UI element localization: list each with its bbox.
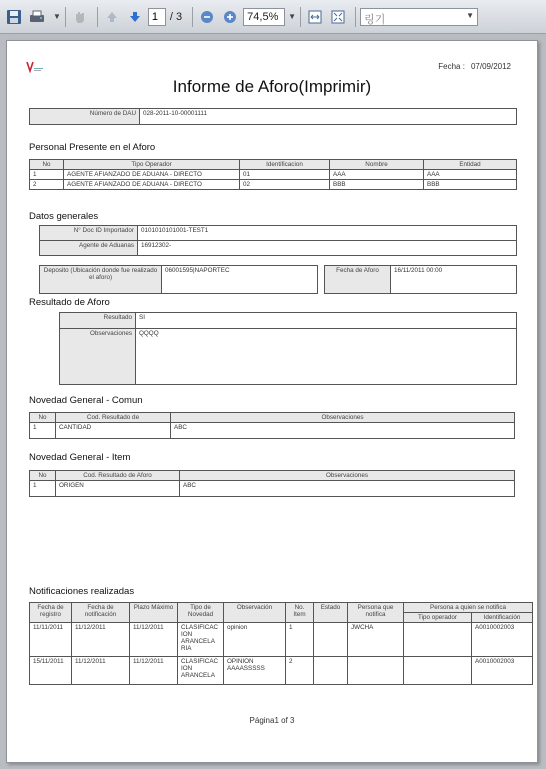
page-number-input[interactable]	[148, 8, 166, 26]
col-nombre: Nombre	[330, 160, 424, 170]
resultado-value: SI	[136, 313, 517, 329]
table-row	[30, 180, 517, 190]
table-row	[30, 481, 515, 497]
cell: 1	[30, 170, 64, 180]
cell	[348, 657, 404, 685]
agente-label: Agente de Aduanas	[40, 241, 138, 256]
col-estado: Estado	[314, 603, 348, 623]
cell: OPINION AAAASSSSS	[224, 657, 286, 685]
col-fecha-notificacion: Fecha de notificación	[72, 603, 130, 623]
chevron-down-icon[interactable]: ▼	[288, 12, 297, 21]
cell: ABC	[180, 481, 515, 497]
doc-id-label: N° Doc ID Importador	[40, 226, 138, 241]
cell: 11/12/2011	[130, 657, 178, 685]
doc-id-value: 0101010101001-TEST1	[138, 226, 517, 241]
fecha-aforo-label: Fecha de Aforo	[325, 266, 391, 294]
cell: A0010002003	[472, 657, 533, 685]
col-persona-notifica: Persona que notifica	[348, 603, 404, 623]
toolbar-divider	[97, 7, 98, 27]
col-observaciones: Observaciones	[171, 413, 515, 423]
deposito-label: Deposito (Ubicación donde fue realizado el aforo)	[40, 266, 162, 294]
col-observaciones: Observaciones	[180, 471, 515, 481]
table-row	[30, 657, 533, 685]
novedad-comun-table	[29, 412, 515, 439]
novedad-comun-heading: Novedad General - Comun	[29, 395, 143, 406]
chevron-down-icon[interactable]: ▼	[53, 12, 61, 21]
document-page	[6, 40, 538, 763]
cell: 1	[30, 481, 56, 497]
dau-table	[29, 108, 517, 125]
col-no-item: No. Item	[286, 603, 314, 623]
dau-value: 028-2011-10-00001111	[140, 109, 517, 125]
table-row	[30, 423, 515, 439]
cell: ABC	[171, 423, 515, 439]
col-persona-notificada: Persona a quien se notifica	[404, 603, 533, 613]
page-footer: Página1 of 3	[249, 716, 295, 725]
cell: AGENTE AFIANZADO DE ADUANA - DIRECTO	[64, 170, 240, 180]
report-date-value: 07/09/2012	[470, 62, 511, 71]
toolbar-divider	[192, 7, 193, 27]
observaciones-value: QQQQ	[136, 329, 517, 385]
cell: 2	[286, 657, 314, 685]
cell: AAA	[424, 170, 517, 180]
cell	[314, 657, 348, 685]
cell: BBB	[330, 180, 424, 190]
report-date-label: Fecha :	[438, 62, 465, 71]
col-cod-resultado: Cod. Resultado de	[56, 413, 171, 423]
resultado-table	[59, 312, 517, 385]
cell: 02	[240, 180, 330, 190]
cell: 11/11/2011	[30, 623, 72, 657]
cell: CLASIFICAC ION ARANCELA RIA	[178, 623, 224, 657]
datos-heading: Datos generales	[29, 211, 99, 222]
cell: AGENTE AFIANZADO DE ADUANA - DIRECTO	[64, 180, 240, 190]
hand-tool-icon[interactable]	[70, 7, 90, 27]
toolbar-divider	[300, 7, 301, 27]
col-no: No	[30, 160, 64, 170]
novedad-item-table	[29, 470, 515, 497]
col-cod-resultado: Cod. Resultado de Aforo	[56, 471, 180, 481]
cell: 01	[240, 170, 330, 180]
toolbar-divider	[355, 7, 356, 27]
previous-page-icon[interactable]	[102, 7, 122, 27]
zoom-level-field[interactable]: 74,5%	[243, 8, 285, 26]
col-plazo-maximo: Plazo Máximo	[130, 603, 178, 623]
cell: 15/11/2011	[30, 657, 72, 685]
notificaciones-table	[29, 602, 533, 685]
zoom-out-icon[interactable]	[197, 7, 217, 27]
col-observacion: Observación	[224, 603, 286, 623]
toolbar-divider	[65, 7, 66, 27]
col-fecha-registro: Fecha de registro	[30, 603, 72, 623]
resultado-label: Resultado	[60, 313, 136, 329]
col-tipo-operador: Tipo Operador	[64, 160, 240, 170]
cell: CLASIFICAC ION ARANCELA	[178, 657, 224, 685]
next-page-icon[interactable]	[125, 7, 145, 27]
datos-table-1	[39, 225, 517, 256]
cell: opinion	[224, 623, 286, 657]
observaciones-label: Observaciones	[60, 329, 136, 385]
cell: AAA	[330, 170, 424, 180]
col-identificacion: Identificación	[472, 613, 533, 623]
col-tipo-operador: Tipo operador	[404, 613, 472, 623]
cell: 11/12/2011	[72, 623, 130, 657]
institution-logo	[26, 61, 44, 73]
cell	[404, 657, 472, 685]
datos-table-2	[39, 265, 517, 294]
cell: 2	[30, 180, 64, 190]
cell	[314, 623, 348, 657]
cell: A0010002003	[472, 623, 533, 657]
deposito-value: 06001595|NAPORTEC	[162, 266, 318, 294]
report-title: Informe de Aforo(Imprimir)	[172, 77, 372, 96]
fit-page-icon[interactable]	[328, 7, 348, 27]
personal-table	[29, 159, 517, 190]
cell: 11/12/2011	[72, 657, 130, 685]
page-total: / 3	[169, 10, 183, 23]
col-no: No	[30, 471, 56, 481]
zoom-in-icon[interactable]	[220, 7, 240, 27]
table-row	[30, 170, 517, 180]
print-icon[interactable]	[27, 7, 47, 27]
fecha-aforo-value: 16/11/2011 00:00	[391, 266, 517, 294]
fit-width-icon[interactable]	[305, 7, 325, 27]
save-icon[interactable]	[4, 7, 24, 27]
notificaciones-heading: Notificaciones realizadas	[29, 586, 135, 597]
cell: 11/12/2011	[130, 623, 178, 657]
novedad-item-heading: Novedad General - Item	[29, 452, 131, 463]
report-date	[438, 62, 511, 71]
resultado-heading: Resultado de Aforo	[29, 297, 110, 308]
cell: JWCHA	[348, 623, 404, 657]
col-identificacion: Identificacion	[240, 160, 330, 170]
find-placeholder: 링기	[364, 13, 386, 26]
personal-heading: Personal Presente en el Aforo	[29, 142, 156, 153]
dau-label: Número de DAU	[30, 109, 140, 125]
table-row	[30, 623, 533, 657]
col-tipo-novedad: Tipo de Novedad	[178, 603, 224, 623]
col-no: No	[30, 413, 56, 423]
agente-value: 16912302-	[138, 241, 517, 256]
cell: ORIGEN	[56, 481, 180, 497]
cell: BBB	[424, 180, 517, 190]
find-input[interactable]	[360, 8, 478, 26]
col-entidad: Entidad	[424, 160, 517, 170]
chevron-down-icon[interactable]: ▼	[466, 10, 475, 20]
cell: CANTIDAD	[56, 423, 171, 439]
cell: 1	[286, 623, 314, 657]
cell: 1	[30, 423, 56, 439]
cell	[404, 623, 472, 657]
toolbar	[0, 0, 546, 34]
